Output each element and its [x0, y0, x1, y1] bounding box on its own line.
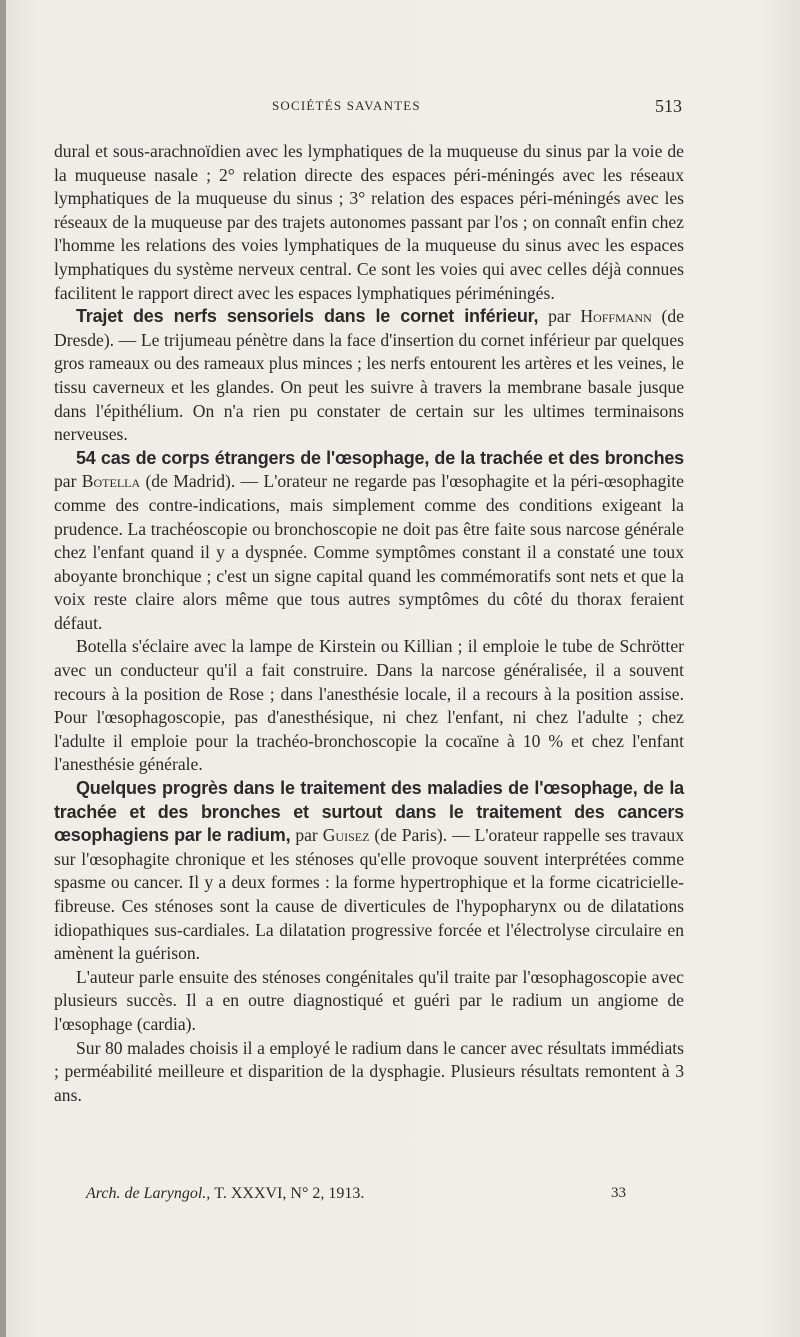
- section-title-progres: Quelques progrès dans le traitement des maladies de l'œsophage, de la trachée et des bronches et surtout dans le traitement des cancers œsophagiens par le radium,: [54, 778, 684, 846]
- author-botella: Botella: [81, 471, 141, 492]
- paragraph-botella-technique: Botella s'éclaire avec la lampe de Kirstein ou Killian ; il emploie le tube de Schrötter avec un conducteur qu'il a fait construire. Dans la narcose généralisée, il a souvent recours à la position de Rose ; dans l'anesthésie locale, il a recours à la position assise. Pour l'œsophagoscopie, pas d'anesthésique, ni chez l'enfant, ni chez l'adulte ; chez l'adulte il emploie pour la trachéo-bronchoscopie la cocaïne à 10 % et chez l'enfant l'anesthésie générale.: [54, 636, 684, 775]
- section-by: par: [54, 471, 77, 492]
- article-body: [54, 140, 684, 1107]
- section-title-nerfs: Trajet des nerfs sensoriels dans le cornet inférieur,: [76, 306, 539, 327]
- section-botella: [54, 447, 684, 636]
- running-head: SOCIÉTÉS SAVANTES: [272, 98, 421, 113]
- section-hoffmann: [54, 305, 684, 447]
- section-guisez: [54, 777, 684, 966]
- author-hoffmann: Hoffmann: [580, 306, 652, 327]
- paragraph-radium: Sur 80 malades choisis il a employé le radium dans le cancer avec résultats immédiats ; perméabilité meilleure et disparition de la dysphagie. Plusieurs résultats remontent à 3 ans.: [54, 1037, 684, 1105]
- page-number: 513: [655, 96, 682, 116]
- paragraph-stenoses: L'auteur parle ensuite des sténoses congénitales qu'il traite par l'œsophagoscopie avec plusieurs succès. Il a en outre diagnostiqué et guéri par le radium un angiome de l'œsophage (cardia).: [54, 966, 684, 1034]
- binding-edge: [0, 0, 6, 1337]
- signature-mark: 33: [611, 1185, 626, 1201]
- page-footer: [86, 1185, 626, 1209]
- paragraph-continuation: dural et sous-arachnoïdien avec les lymphatiques de la muqueuse du sinus par la voie de la muqueuse nasale ; 2° relation directe des espaces péri-méningés avec les réseaux lymphatiques de la muqueuse du sinus ; 3° relation des espaces péri-méningés avec les réseaux de la muqueuse par des trajets autonomes passant par l'os ; on connaît enfin chez l'homme les relations des voies lymphatiques de la muqueuse du sinus avec les espaces lymphatiques du système nerveux central. Ce sont les voies qui avec celles déjà connues facilitent le rapport direct avec les espaces lymphatiques périméningés.: [54, 141, 684, 303]
- section-text-botella: (de Madrid). — L'orateur ne regarde pas l'œsophagite et la péri-œsophagite comme des contre-indications, mais simplement comme des conditions exigeant la prudence. La trachéoscopie ou bronchoscopie ne doit pas être faite sous narcose générale chez l'enfant quand il y a dyspnée. Comme symptômes constant il a constaté une toux aboyante bronchique ; c'est un signe capital quand les commémoratifs sont nets et que la voix reste claire alors même que tous autres symptômes du côté du thorax feraient défaut.: [54, 471, 684, 633]
- journal-name: Arch. de Laryngol.,: [86, 1185, 211, 1202]
- section-by: par: [295, 825, 318, 846]
- page-header: [272, 96, 682, 120]
- section-title-corps-etrangers: 54 cas de corps étrangers de l'œsophage, de la trachée et des bronches: [76, 447, 684, 468]
- journal-volume: T. XXXVI, N° 2, 1913.: [214, 1185, 365, 1202]
- section-text-hoffmann: (de Dresde). — Le trijumeau pénètre dans la face d'insertion du cornet inférieur par quelques gros rameaux ou des rameaux plus minces ; les nerfs entourent les artères et les veines, le tissu caverneux et les glandes. On peut les suivre à travers la membrane basale jusque dans l'épithélium. On n'a rien pu constater de certain sur les ultimes terminaisons nerveuses.: [54, 306, 685, 445]
- section-text-guisez: (de Paris). — L'orateur rappelle ses travaux sur l'œsophagite chronique et les sténoses qu'elle provoque souvent interprétées comme spasme ou cancer. Il y a deux formes : la forme hypertrophique et la forme cicatricielle-fibreuse. Ces sténoses sont la cause de diverticules de l'hypopharynx ou de dilatations idiopathiques sus-cardiales. La dilatation progressive forcée et l'électrolyse circulaire en amènent la guérison.: [54, 825, 684, 964]
- author-guisez: Guisez: [322, 825, 370, 846]
- section-by: par: [548, 306, 571, 327]
- journal-citation: [86, 1185, 364, 1203]
